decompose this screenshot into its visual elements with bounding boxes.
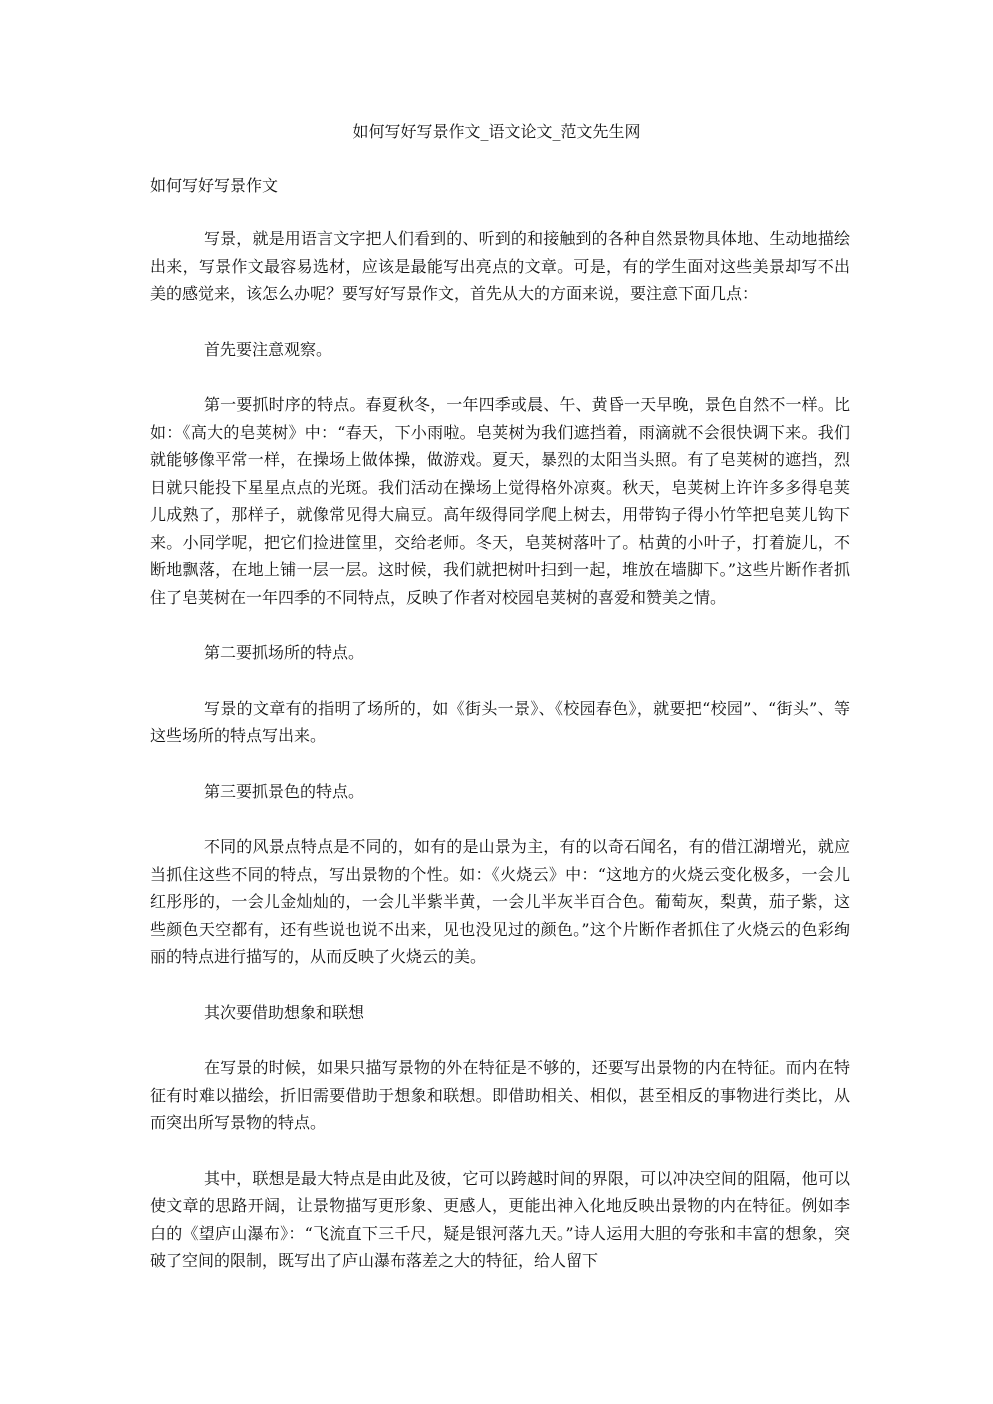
article-body <box>150 225 850 1275</box>
paragraph-scenery-heading: 第三要抓景色的特点。 <box>204 781 365 801</box>
article-heading: 如何写好写景作文 <box>150 176 279 195</box>
paragraph-season-features: 第一要抓时序的特点。春夏秋冬，一年四季或晨、午、黄昏一天早晚，景色自然不一样。比如：《高大的皂荚树》中：“春天，下小雨啦。皂荚树为我们遮挡着，雨滴就不会很快调下来。我们就能够像平常一样，在操场上做体操，做游戏。夏天，暴烈的太阳当头照。有了皂荚树的遮挡，烈日就只能投下星星点点的光斑。我们活动在操场上觉得格外凉爽。秋天，皂荚树上许许多多得皂荚儿成熟了，那样子，就像常见得大扁豆。高年级得同学爬上树去，用带钩子得小竹竿把皂荚儿钩下来。小同学呢，把它们捡进筐里，交给老师。冬天，皂荚树落叶了。枯黄的小叶子，打着旋儿，不断地飘落，在地上铺一层一层。这时候，我们就把树叶扫到一起，堆放在墙脚下。”这些片断作者抓住了皂荚树在一年四季的不同特点，反映了作者对校园皂荚树的喜爱和赞美之情。 <box>150 395 850 607</box>
paragraph-association: 其中，联想是最大特点是由此及彼，它可以跨越时间的界限，可以冲决空间的阻隔，他可以使文章的思路开阔，让景物描写更形象、更感人，更能出神入化地反映出景物的内在特征。例如李白的《望庐山瀑布》：“飞流直下三千尺，疑是银河落九天。”诗人运用大胆的夸张和丰富的想象，突破了空间的限制，既写出了庐山瀑布落差之大的特征，给人留下 <box>150 1168 850 1270</box>
paragraph-imagination-heading: 其次要借助想象和联想 <box>204 1002 365 1022</box>
paragraph-inner-features: 在写景的时候，如果只描写景物的外在特征是不够的，还要写出景物的内在特征。而内在特征有时难以描绘，折旧需要借助于想象和联想。即借助相关、相似，甚至相反的事物进行类比，从而突出所写景物的特点。 <box>150 1058 850 1132</box>
paragraph-place-heading: 第二要抓场所的特点。 <box>204 643 365 662</box>
paragraph-place-features: 写景的文章有的指明了场所的，如《街头一景》、《校园春色》，就要把“校园”、“街头”、等这些场所的特点写出来。 <box>150 698 850 745</box>
paragraph-intro: 写景，就是用语言文字把人们看到的、听到的和接触到的各种自然景物具体地、生动地描绘出来，写景作文最容易选材，应该是最能写出亮点的文章。可是，有的学生面对这些美景却写不出美的感觉来，该怎么办呢？要写好写景作文，首先从大的方面来说，要注意下面几点： <box>150 229 850 303</box>
document-title: 如何写好写景作文_语文论文_范文先生网 <box>352 122 641 141</box>
paragraph-observe-heading: 首先要注意观察。 <box>204 339 333 359</box>
paragraph-scenery-features: 不同的风景点特点是不同的，如有的是山景为主，有的以奇石闻名，有的借江湖增光，就应当抓住这些不同的特点，写出景物的个性。如：《火烧云》中：“这地方的火烧云变化极多，一会儿红彤彤的，一会儿金灿灿的，一会儿半紫半黄，一会儿半灰半百合色。葡萄灰，梨黄，茄子紫，这些颜色天空都有，还有些说也说不出来，见也没见过的颜色。”这个片断作者抓住了火烧云的色彩绚丽的特点进行描写的，从而反映了火烧云的美。 <box>150 837 850 966</box>
